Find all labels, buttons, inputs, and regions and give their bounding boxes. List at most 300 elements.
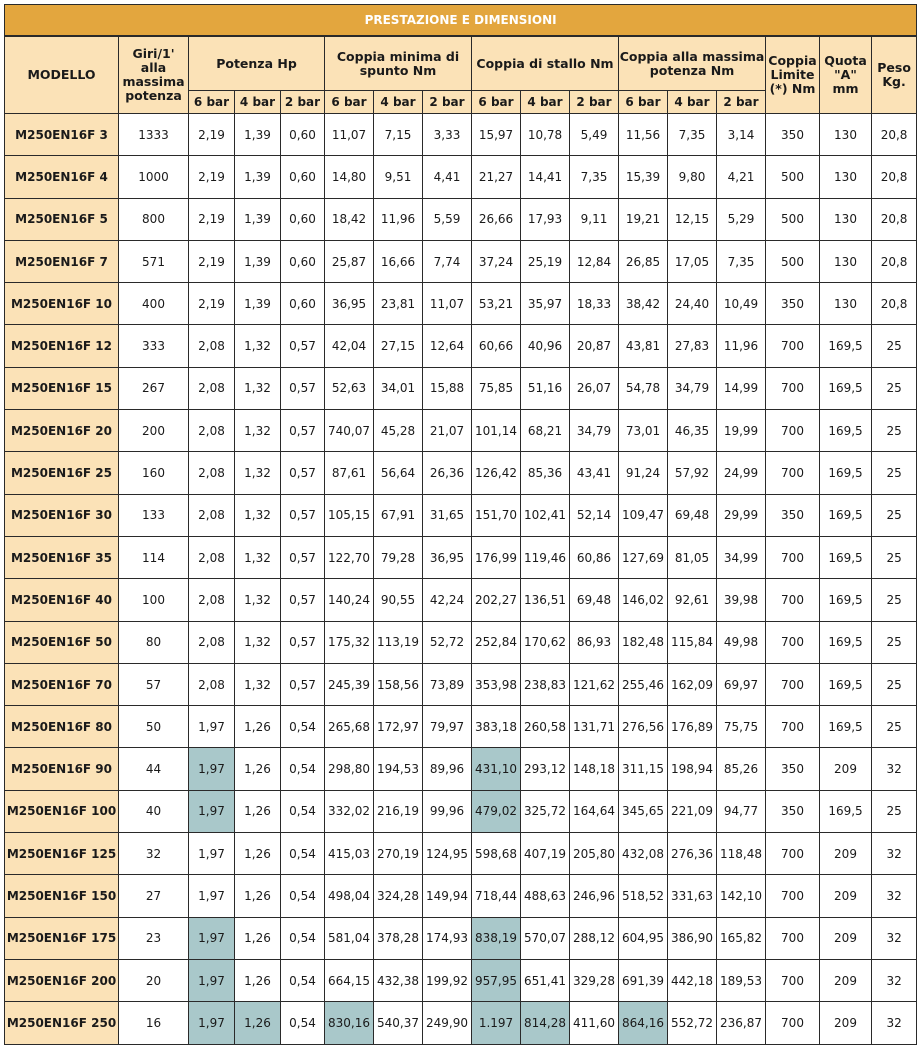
value-cell: 1,32 bbox=[235, 663, 281, 705]
value-cell: 0,57 bbox=[281, 579, 325, 621]
value-cell: 42,04 bbox=[325, 325, 374, 367]
value-cell: 718,44 bbox=[472, 875, 521, 917]
value-cell: 140,24 bbox=[325, 579, 374, 621]
model-cell: M250EN16F 4 bbox=[5, 156, 119, 198]
value-cell: 44 bbox=[119, 748, 189, 790]
value-cell: 10,78 bbox=[521, 114, 570, 156]
value-cell: 431,10 bbox=[472, 748, 521, 790]
value-cell: 34,79 bbox=[570, 410, 619, 452]
value-cell: 0,57 bbox=[281, 494, 325, 536]
value-cell: 350 bbox=[766, 283, 820, 325]
value-cell: 350 bbox=[766, 114, 820, 156]
header-stallo-4bar: 4 bar bbox=[521, 91, 570, 114]
value-cell: 740,07 bbox=[325, 410, 374, 452]
table-row bbox=[5, 621, 917, 663]
table-row bbox=[5, 367, 917, 409]
value-cell: 7,74 bbox=[423, 240, 472, 282]
value-cell: 7,35 bbox=[717, 240, 766, 282]
value-cell: 81,05 bbox=[668, 536, 717, 578]
value-cell: 52,63 bbox=[325, 367, 374, 409]
value-cell: 293,12 bbox=[521, 748, 570, 790]
value-cell: 0,57 bbox=[281, 325, 325, 367]
model-cell: M250EN16F 20 bbox=[5, 410, 119, 452]
value-cell: 38,42 bbox=[619, 283, 668, 325]
value-cell: 21,07 bbox=[423, 410, 472, 452]
value-cell: 1,32 bbox=[235, 579, 281, 621]
value-cell: 2,08 bbox=[189, 663, 235, 705]
value-cell: 25 bbox=[872, 536, 917, 578]
table-row bbox=[5, 156, 917, 198]
value-cell: 324,28 bbox=[374, 875, 423, 917]
value-cell: 350 bbox=[766, 494, 820, 536]
value-cell: 3,33 bbox=[423, 114, 472, 156]
value-cell: 651,41 bbox=[521, 959, 570, 1001]
value-cell: 169,5 bbox=[820, 325, 872, 367]
value-cell: 43,41 bbox=[570, 452, 619, 494]
model-cell: M250EN16F 80 bbox=[5, 706, 119, 748]
header-potenza-2bar: 2 bar bbox=[281, 91, 325, 114]
value-cell: 60,86 bbox=[570, 536, 619, 578]
value-cell: 26,07 bbox=[570, 367, 619, 409]
value-cell: 1,26 bbox=[235, 833, 281, 875]
header-modello: MODELLO bbox=[5, 36, 119, 114]
value-cell: 0,57 bbox=[281, 621, 325, 663]
value-cell: 1,97 bbox=[189, 1002, 235, 1044]
value-cell: 700 bbox=[766, 917, 820, 959]
value-cell: 814,28 bbox=[521, 1002, 570, 1044]
value-cell: 68,21 bbox=[521, 410, 570, 452]
header-stallo-6bar: 6 bar bbox=[472, 91, 521, 114]
value-cell: 0,57 bbox=[281, 367, 325, 409]
table-row bbox=[5, 114, 917, 156]
value-cell: 25 bbox=[872, 325, 917, 367]
value-cell: 700 bbox=[766, 706, 820, 748]
value-cell: 288,12 bbox=[570, 917, 619, 959]
value-cell: 119,46 bbox=[521, 536, 570, 578]
value-cell: 209 bbox=[820, 748, 872, 790]
value-cell: 581,04 bbox=[325, 917, 374, 959]
value-cell: 432,08 bbox=[619, 833, 668, 875]
value-cell: 407,19 bbox=[521, 833, 570, 875]
model-cell: M250EN16F 7 bbox=[5, 240, 119, 282]
value-cell: 25,87 bbox=[325, 240, 374, 282]
value-cell: 1,97 bbox=[189, 748, 235, 790]
value-cell: 25,19 bbox=[521, 240, 570, 282]
header-spunto-2bar: 2 bar bbox=[423, 91, 472, 114]
value-cell: 169,5 bbox=[820, 410, 872, 452]
value-cell: 570,07 bbox=[521, 917, 570, 959]
value-cell: 700 bbox=[766, 452, 820, 494]
value-cell: 149,94 bbox=[423, 875, 472, 917]
value-cell: 169,5 bbox=[820, 621, 872, 663]
model-cell: M250EN16F 10 bbox=[5, 283, 119, 325]
value-cell: 12,15 bbox=[668, 198, 717, 240]
value-cell: 14,41 bbox=[521, 156, 570, 198]
value-cell: 194,53 bbox=[374, 748, 423, 790]
value-cell: 245,39 bbox=[325, 663, 374, 705]
value-cell: 0,60 bbox=[281, 198, 325, 240]
value-cell: 11,96 bbox=[717, 325, 766, 367]
value-cell: 49,98 bbox=[717, 621, 766, 663]
value-cell: 1,26 bbox=[235, 748, 281, 790]
header-spunto-4bar: 4 bar bbox=[374, 91, 423, 114]
value-cell: 1,26 bbox=[235, 875, 281, 917]
value-cell: 700 bbox=[766, 579, 820, 621]
value-cell: 102,41 bbox=[521, 494, 570, 536]
value-cell: 2,08 bbox=[189, 621, 235, 663]
value-cell: 27 bbox=[119, 875, 189, 917]
table-row bbox=[5, 410, 917, 452]
header-stallo-2bar: 2 bar bbox=[570, 91, 619, 114]
value-cell: 23 bbox=[119, 917, 189, 959]
value-cell: 383,18 bbox=[472, 706, 521, 748]
value-cell: 11,56 bbox=[619, 114, 668, 156]
value-cell: 25 bbox=[872, 452, 917, 494]
value-cell: 146,02 bbox=[619, 579, 668, 621]
value-cell: 130 bbox=[820, 283, 872, 325]
value-cell: 57,92 bbox=[668, 452, 717, 494]
value-cell: 11,96 bbox=[374, 198, 423, 240]
model-cell: M250EN16F 35 bbox=[5, 536, 119, 578]
value-cell: 3,14 bbox=[717, 114, 766, 156]
value-cell: 9,11 bbox=[570, 198, 619, 240]
value-cell: 267 bbox=[119, 367, 189, 409]
value-cell: 0,54 bbox=[281, 1002, 325, 1044]
value-cell: 130 bbox=[820, 156, 872, 198]
value-cell: 1,32 bbox=[235, 536, 281, 578]
value-cell: 2,19 bbox=[189, 114, 235, 156]
value-cell: 54,78 bbox=[619, 367, 668, 409]
value-cell: 2,08 bbox=[189, 494, 235, 536]
value-cell: 11,07 bbox=[325, 114, 374, 156]
value-cell: 160 bbox=[119, 452, 189, 494]
value-cell: 830,16 bbox=[325, 1002, 374, 1044]
value-cell: 298,80 bbox=[325, 748, 374, 790]
value-cell: 350 bbox=[766, 790, 820, 832]
value-cell: 169,5 bbox=[820, 367, 872, 409]
value-cell: 432,38 bbox=[374, 959, 423, 1001]
value-cell: 39,98 bbox=[717, 579, 766, 621]
value-cell: 1,26 bbox=[235, 917, 281, 959]
value-cell: 1,26 bbox=[235, 1002, 281, 1044]
value-cell: 202,27 bbox=[472, 579, 521, 621]
value-cell: 957,95 bbox=[472, 959, 521, 1001]
value-cell: 113,19 bbox=[374, 621, 423, 663]
value-cell: 0,60 bbox=[281, 240, 325, 282]
model-cell: M250EN16F 125 bbox=[5, 833, 119, 875]
value-cell: 130 bbox=[820, 240, 872, 282]
value-cell: 130 bbox=[820, 198, 872, 240]
value-cell: 345,65 bbox=[619, 790, 668, 832]
value-cell: 25 bbox=[872, 706, 917, 748]
value-cell: 165,82 bbox=[717, 917, 766, 959]
value-cell: 50 bbox=[119, 706, 189, 748]
value-cell: 12,84 bbox=[570, 240, 619, 282]
value-cell: 700 bbox=[766, 1002, 820, 1044]
value-cell: 75,85 bbox=[472, 367, 521, 409]
value-cell: 105,15 bbox=[325, 494, 374, 536]
value-cell: 20,8 bbox=[872, 240, 917, 282]
model-cell: M250EN16F 250 bbox=[5, 1002, 119, 1044]
value-cell: 46,35 bbox=[668, 410, 717, 452]
value-cell: 1,26 bbox=[235, 790, 281, 832]
value-cell: 205,80 bbox=[570, 833, 619, 875]
value-cell: 51,16 bbox=[521, 367, 570, 409]
value-cell: 29,99 bbox=[717, 494, 766, 536]
value-cell: 85,36 bbox=[521, 452, 570, 494]
value-cell: 34,79 bbox=[668, 367, 717, 409]
value-cell: 79,97 bbox=[423, 706, 472, 748]
value-cell: 800 bbox=[119, 198, 189, 240]
value-cell: 142,10 bbox=[717, 875, 766, 917]
value-cell: 26,36 bbox=[423, 452, 472, 494]
table-row bbox=[5, 240, 917, 282]
value-cell: 1,39 bbox=[235, 114, 281, 156]
value-cell: 2,19 bbox=[189, 156, 235, 198]
value-cell: 1,32 bbox=[235, 621, 281, 663]
table-row bbox=[5, 325, 917, 367]
value-cell: 1.197 bbox=[472, 1002, 521, 1044]
value-cell: 25 bbox=[872, 410, 917, 452]
value-cell: 40 bbox=[119, 790, 189, 832]
value-cell: 1,97 bbox=[189, 790, 235, 832]
value-cell: 85,26 bbox=[717, 748, 766, 790]
value-cell: 169,5 bbox=[820, 706, 872, 748]
value-cell: 169,5 bbox=[820, 494, 872, 536]
value-cell: 700 bbox=[766, 325, 820, 367]
value-cell: 2,08 bbox=[189, 452, 235, 494]
model-cell: M250EN16F 12 bbox=[5, 325, 119, 367]
value-cell: 25 bbox=[872, 790, 917, 832]
value-cell: 1,97 bbox=[189, 833, 235, 875]
value-cell: 838,19 bbox=[472, 917, 521, 959]
value-cell: 169,5 bbox=[820, 536, 872, 578]
value-cell: 1,32 bbox=[235, 452, 281, 494]
value-cell: 442,18 bbox=[668, 959, 717, 1001]
value-cell: 24,99 bbox=[717, 452, 766, 494]
value-cell: 260,58 bbox=[521, 706, 570, 748]
value-cell: 10,49 bbox=[717, 283, 766, 325]
value-cell: 99,96 bbox=[423, 790, 472, 832]
value-cell: 11,07 bbox=[423, 283, 472, 325]
value-cell: 1,97 bbox=[189, 959, 235, 1001]
value-cell: 1,32 bbox=[235, 410, 281, 452]
value-cell: 25 bbox=[872, 621, 917, 663]
value-cell: 32 bbox=[872, 875, 917, 917]
value-cell: 164,64 bbox=[570, 790, 619, 832]
value-cell: 276,36 bbox=[668, 833, 717, 875]
value-cell: 0,57 bbox=[281, 536, 325, 578]
model-cell: M250EN16F 150 bbox=[5, 875, 119, 917]
value-cell: 333 bbox=[119, 325, 189, 367]
performance-table-container bbox=[4, 4, 916, 1045]
value-cell: 238,83 bbox=[521, 663, 570, 705]
value-cell: 174,93 bbox=[423, 917, 472, 959]
value-cell: 2,19 bbox=[189, 283, 235, 325]
value-cell: 498,04 bbox=[325, 875, 374, 917]
value-cell: 19,21 bbox=[619, 198, 668, 240]
table-row bbox=[5, 579, 917, 621]
value-cell: 176,99 bbox=[472, 536, 521, 578]
header-potenza-4bar: 4 bar bbox=[235, 91, 281, 114]
header-coppia-stallo: Coppia di stallo Nm bbox=[472, 36, 619, 91]
value-cell: 130 bbox=[820, 114, 872, 156]
value-cell: 353,98 bbox=[472, 663, 521, 705]
value-cell: 604,95 bbox=[619, 917, 668, 959]
model-cell: M250EN16F 70 bbox=[5, 663, 119, 705]
value-cell: 17,05 bbox=[668, 240, 717, 282]
value-cell: 16,66 bbox=[374, 240, 423, 282]
header-potenza-6bar: 6 bar bbox=[189, 91, 235, 114]
performance-table bbox=[4, 4, 917, 1045]
header-spunto-6bar: 6 bar bbox=[325, 91, 374, 114]
value-cell: 415,03 bbox=[325, 833, 374, 875]
table-row bbox=[5, 748, 917, 790]
value-cell: 189,53 bbox=[717, 959, 766, 1001]
model-cell: M250EN16F 175 bbox=[5, 917, 119, 959]
value-cell: 148,18 bbox=[570, 748, 619, 790]
value-cell: 2,08 bbox=[189, 579, 235, 621]
value-cell: 121,62 bbox=[570, 663, 619, 705]
value-cell: 52,72 bbox=[423, 621, 472, 663]
value-cell: 80 bbox=[119, 621, 189, 663]
table-body bbox=[5, 114, 917, 1045]
header-max-2bar: 2 bar bbox=[717, 91, 766, 114]
value-cell: 87,61 bbox=[325, 452, 374, 494]
header-max-6bar: 6 bar bbox=[619, 91, 668, 114]
value-cell: 35,97 bbox=[521, 283, 570, 325]
value-cell: 1,97 bbox=[189, 706, 235, 748]
value-cell: 216,19 bbox=[374, 790, 423, 832]
value-cell: 118,48 bbox=[717, 833, 766, 875]
model-cell: M250EN16F 3 bbox=[5, 114, 119, 156]
value-cell: 700 bbox=[766, 833, 820, 875]
value-cell: 73,01 bbox=[619, 410, 668, 452]
value-cell: 15,88 bbox=[423, 367, 472, 409]
value-cell: 1000 bbox=[119, 156, 189, 198]
model-cell: M250EN16F 15 bbox=[5, 367, 119, 409]
value-cell: 571 bbox=[119, 240, 189, 282]
value-cell: 0,57 bbox=[281, 452, 325, 494]
value-cell: 34,99 bbox=[717, 536, 766, 578]
value-cell: 221,09 bbox=[668, 790, 717, 832]
value-cell: 0,54 bbox=[281, 959, 325, 1001]
value-cell: 27,15 bbox=[374, 325, 423, 367]
value-cell: 101,14 bbox=[472, 410, 521, 452]
value-cell: 32 bbox=[872, 833, 917, 875]
model-cell: M250EN16F 90 bbox=[5, 748, 119, 790]
value-cell: 209 bbox=[820, 875, 872, 917]
value-cell: 400 bbox=[119, 283, 189, 325]
value-cell: 329,28 bbox=[570, 959, 619, 1001]
value-cell: 1,39 bbox=[235, 156, 281, 198]
value-cell: 170,62 bbox=[521, 621, 570, 663]
value-cell: 32 bbox=[872, 748, 917, 790]
value-cell: 40,96 bbox=[521, 325, 570, 367]
value-cell: 209 bbox=[820, 833, 872, 875]
value-cell: 15,97 bbox=[472, 114, 521, 156]
table-row bbox=[5, 833, 917, 875]
value-cell: 25 bbox=[872, 494, 917, 536]
value-cell: 2,19 bbox=[189, 240, 235, 282]
value-cell: 4,21 bbox=[717, 156, 766, 198]
value-cell: 1,32 bbox=[235, 494, 281, 536]
value-cell: 32 bbox=[872, 917, 917, 959]
value-cell: 1,26 bbox=[235, 706, 281, 748]
value-cell: 518,52 bbox=[619, 875, 668, 917]
value-cell: 12,64 bbox=[423, 325, 472, 367]
value-cell: 100 bbox=[119, 579, 189, 621]
value-cell: 109,47 bbox=[619, 494, 668, 536]
table-row bbox=[5, 959, 917, 1001]
table-row bbox=[5, 452, 917, 494]
value-cell: 20,8 bbox=[872, 283, 917, 325]
value-cell: 2,08 bbox=[189, 536, 235, 578]
value-cell: 350 bbox=[766, 748, 820, 790]
value-cell: 552,72 bbox=[668, 1002, 717, 1044]
value-cell: 133 bbox=[119, 494, 189, 536]
value-cell: 5,59 bbox=[423, 198, 472, 240]
model-cell: M250EN16F 50 bbox=[5, 621, 119, 663]
value-cell: 86,93 bbox=[570, 621, 619, 663]
value-cell: 700 bbox=[766, 367, 820, 409]
value-cell: 32 bbox=[872, 959, 917, 1001]
value-cell: 18,33 bbox=[570, 283, 619, 325]
value-cell: 246,96 bbox=[570, 875, 619, 917]
value-cell: 1333 bbox=[119, 114, 189, 156]
value-cell: 14,80 bbox=[325, 156, 374, 198]
value-cell: 664,15 bbox=[325, 959, 374, 1001]
value-cell: 19,99 bbox=[717, 410, 766, 452]
value-cell: 169,5 bbox=[820, 579, 872, 621]
value-cell: 0,54 bbox=[281, 917, 325, 959]
value-cell: 200 bbox=[119, 410, 189, 452]
value-cell: 1,32 bbox=[235, 325, 281, 367]
value-cell: 0,60 bbox=[281, 283, 325, 325]
value-cell: 5,29 bbox=[717, 198, 766, 240]
value-cell: 411,60 bbox=[570, 1002, 619, 1044]
value-cell: 691,39 bbox=[619, 959, 668, 1001]
value-cell: 488,63 bbox=[521, 875, 570, 917]
value-cell: 32 bbox=[872, 1002, 917, 1044]
value-cell: 92,61 bbox=[668, 579, 717, 621]
value-cell: 37,24 bbox=[472, 240, 521, 282]
value-cell: 94,77 bbox=[717, 790, 766, 832]
table-row bbox=[5, 706, 917, 748]
value-cell: 1,39 bbox=[235, 198, 281, 240]
header-potenza: Potenza Hp bbox=[189, 36, 325, 91]
value-cell: 26,66 bbox=[472, 198, 521, 240]
value-cell: 700 bbox=[766, 959, 820, 1001]
value-cell: 73,89 bbox=[423, 663, 472, 705]
value-cell: 176,89 bbox=[668, 706, 717, 748]
value-cell: 36,95 bbox=[423, 536, 472, 578]
value-cell: 209 bbox=[820, 959, 872, 1001]
value-cell: 0,54 bbox=[281, 833, 325, 875]
header-coppia-spunto: Coppia minima di spunto Nm bbox=[325, 36, 472, 91]
value-cell: 236,87 bbox=[717, 1002, 766, 1044]
value-cell: 255,46 bbox=[619, 663, 668, 705]
value-cell: 79,28 bbox=[374, 536, 423, 578]
value-cell: 151,70 bbox=[472, 494, 521, 536]
value-cell: 57 bbox=[119, 663, 189, 705]
model-cell: M250EN16F 200 bbox=[5, 959, 119, 1001]
model-cell: M250EN16F 25 bbox=[5, 452, 119, 494]
value-cell: 75,75 bbox=[717, 706, 766, 748]
value-cell: 700 bbox=[766, 621, 820, 663]
model-cell: M250EN16F 5 bbox=[5, 198, 119, 240]
value-cell: 500 bbox=[766, 240, 820, 282]
